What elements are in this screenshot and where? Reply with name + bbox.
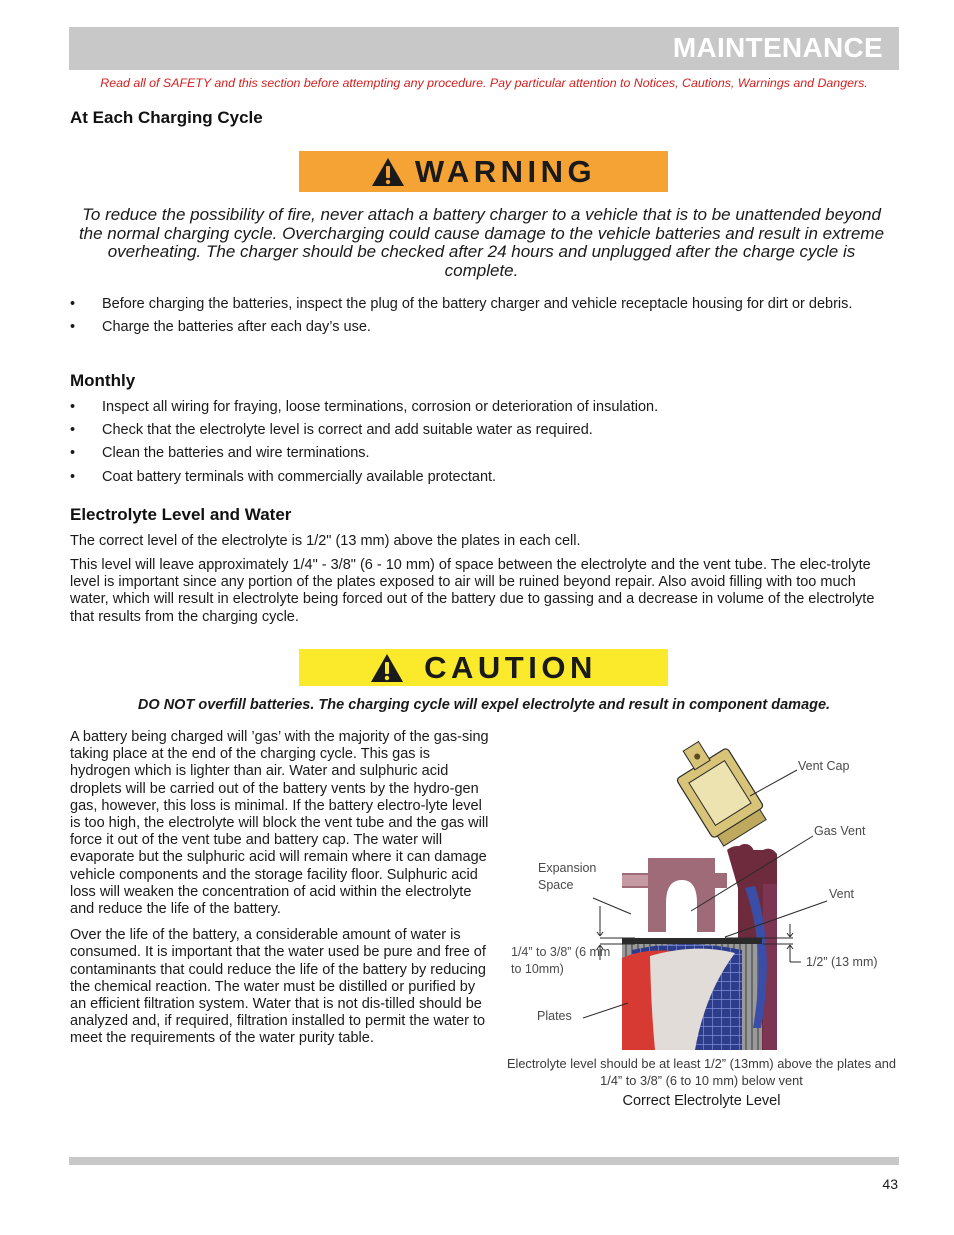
warning-triangle-icon [371, 157, 405, 187]
warning-banner [299, 151, 668, 192]
gassing-text [70, 729, 494, 1057]
page-number: 43 [882, 1176, 898, 1192]
gassing-paragraph: A battery being charged will ’gas’ with the majority of the gas-sing taking place at the end of the charging cycle. This gas is hydrogen which is lighter than air. Water and sulphuric acid droplets will be carried out of the battery vents by the hydro-gen gas, however, this loss is minimal. If the battery electro-lyte level is too high, the electrolyte will block the vent tube and the gas will force it out of the vent tube and battery cap. The water will evaporate but the sulphuric acid will remain where it can damage vehicle components and the storage facility floor. Sulphuric acid loss will weaken the concentration of acid within the electrolyte and reduce the life of the battery. [70, 729, 489, 918]
vent-cap-label: Vent Cap [798, 759, 850, 773]
half-inch-label: 1/2” (13 mm) [806, 955, 878, 969]
caution-label: CAUTION [424, 649, 597, 685]
electrolyte-para-1: The correct level of the electrolyte is 1/2" (13 mm) above the plates in each cell. [70, 533, 581, 549]
plates-label: Plates [537, 1009, 572, 1023]
charging-heading: At Each Charging Cycle [70, 108, 263, 127]
list-item: • Before charging the batteries, inspect the plug of the battery charger and vehicle receptacle housing for dirt or debris. [70, 296, 853, 312]
header-bar [69, 27, 899, 70]
list-item: • Charge the batteries after each day’s use. [70, 319, 371, 336]
figure-title: Correct Electrolyte Level [622, 1093, 781, 1109]
monthly-list [70, 399, 898, 492]
electrolyte-heading: Electrolyte Level and Water [70, 505, 292, 524]
expansion-space-label: Expansion Space [538, 861, 597, 892]
list-item: • Clean the batteries and wire terminations. [70, 445, 370, 462]
list-item: • Check that the electrolyte level is correct and add suitable water as required. [70, 422, 593, 439]
monthly-heading: Monthly [70, 371, 136, 390]
warning-label: WARNING [414, 153, 597, 189]
water-purity-paragraph: Over the life of the battery, a considerable amount of water is consumed. It is important that the water used be pure and free of contaminants that could reduce the life of the battery by reducing the chemical reaction. The water must be distilled or purified by an efficient filtration system. Water that is not dis-tilled should be analyzed and, if required, filtration installed to permit the water to meet the requirements of the water purity table. [70, 927, 486, 1047]
page-title: MAINTENANCE [672, 32, 883, 63]
electrolyte-para-2: This level will leave approximately 1/4" - 3/8" (6 - 10 mm) of space between the electrolyte and the vent tube. The elec-trolyte level is important since any portion of the plates exposed to air will be ruined beyond repair. Also avoid filling with too much water, which will result in electrolyte being forced out of the battery due to gassing and a decrease in volume of the electrolyte that results from the charging cycle. [70, 557, 875, 625]
list-item: • Inspect all wiring for fraying, loose terminations, corrosion or deterioration of insulation. [70, 399, 659, 415]
warning-text: To reduce the possibility of fire, never attach a battery charger to a vehicle that is to be unattended beyond the normal charging cycle. Overcharging could cause damage to the vehicle batteries and result in extreme overheating. The charger should be checked after 24 hours and unplugged after the charge cycle is complete. [78, 205, 885, 280]
footer-bar [69, 1157, 899, 1165]
safety-note: Read all of SAFETY and this section before attempting any procedure. Pay particular attention to Notices, Cautions, Warnings and Dangers. [100, 76, 868, 90]
list-item: • Coat battery terminals with commercially available protectant. [70, 468, 497, 485]
gas-vent-label: Gas Vent [814, 824, 866, 838]
vent-label: Vent [829, 887, 855, 901]
electrolyte-level-figure [505, 738, 898, 1118]
charging-list [70, 296, 898, 342]
gap-range-label: 1/4” to 3/8” (6 mm to 10mm) [511, 945, 611, 976]
figure-caption: Electrolyte level should be at least 1/2” (13mm) above the plates and 1/4” to 3/8” (6 to 10 mm) below vent [506, 1056, 897, 1088]
warning-triangle-icon [370, 653, 404, 683]
caution-text: DO NOT overfill batteries. The charging cycle will expel electrolyte and result in component damage. [137, 697, 831, 713]
caution-banner [299, 649, 668, 686]
